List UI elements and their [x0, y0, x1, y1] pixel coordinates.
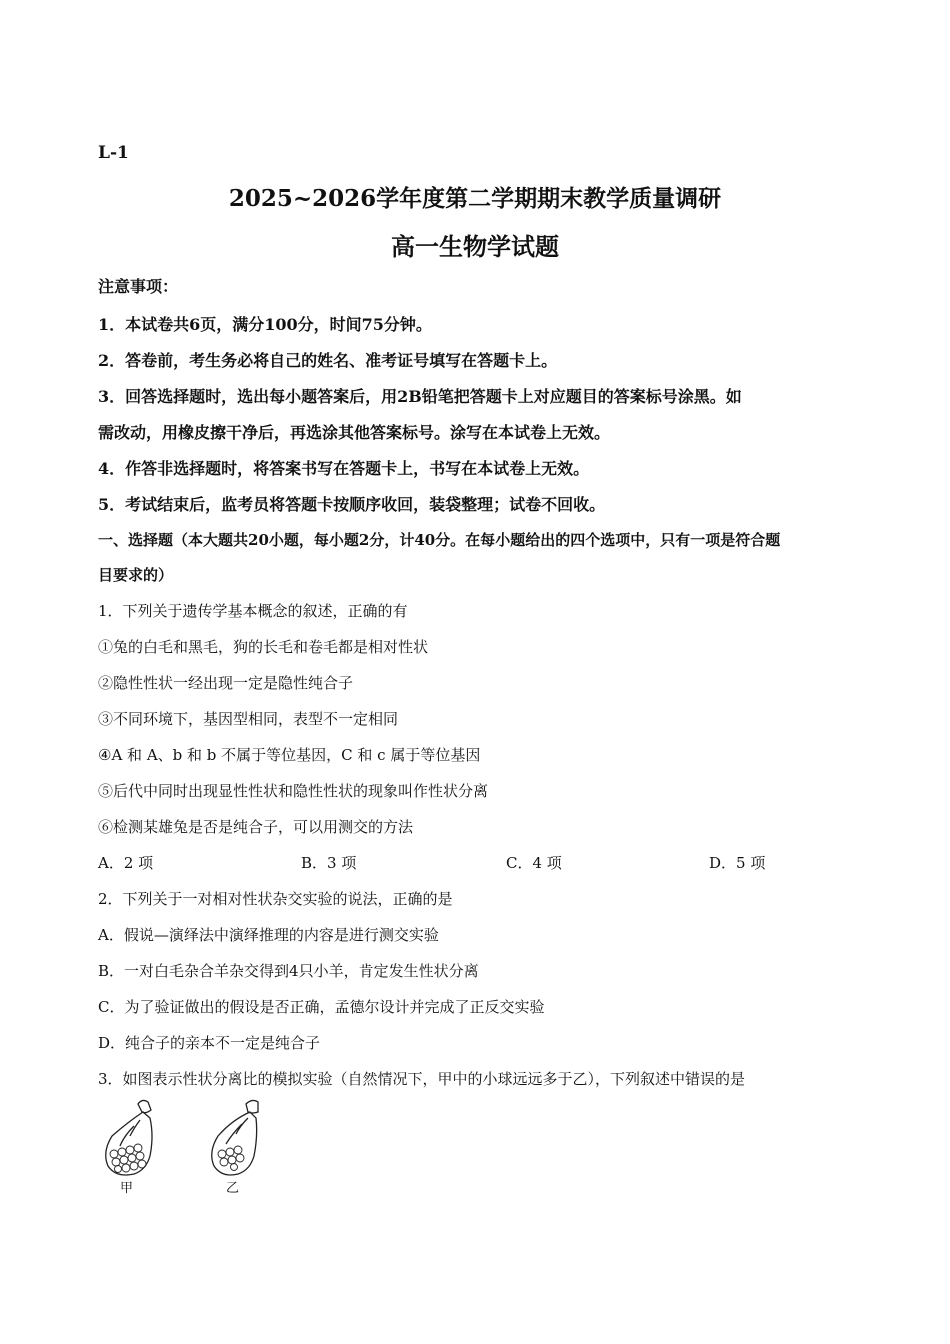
notice-heading: 注意事项： — [98, 277, 179, 296]
paper-code: L-1 — [98, 143, 129, 163]
section-heading: 一、选择题（本大题共20小题，每小题2分，计40分。在每小题给出的四个选项中，只有一项是符合题 — [98, 531, 781, 549]
question-1-stem: 1．下列关于遗传学基本概念的叙述，正确的有 — [98, 602, 408, 620]
question-1-statement: ③不同环境下，基因型相同，表型不一定相同 — [98, 710, 399, 728]
question-2-option-a: A．假说—演绎法中演绎推理的内容是进行测交实验 — [98, 926, 439, 944]
label-jia: 甲 — [120, 1181, 134, 1196]
question-2-stem: 2．下列关于一对相对性状杂交实验的说法，正确的是 — [98, 890, 453, 908]
notice-item: 5．考试结束后，监考员将答题卡按顺序收回，装袋整理；试卷不回收。 — [98, 495, 606, 514]
notice-item: 4．作答非选择题时，将答案书写在答题卡上，书写在本试卷上无效。 — [98, 459, 590, 478]
label-yi: 乙 — [226, 1181, 240, 1196]
section-heading-continued: 目要求的） — [98, 566, 174, 584]
question-2-option-c: C．为了验证做出的假设是否正确，孟德尔设计并完成了正反交实验 — [98, 998, 545, 1016]
bag-figure — [98, 1096, 278, 1196]
question-1-option-b: B．3 项 — [301, 854, 357, 872]
notice-item-continued: 需改动，用橡皮擦干净后，再选涂其他答案标号。涂写在本试卷上无效。 — [98, 423, 611, 442]
bag-jia-balls-icon — [110, 1144, 146, 1173]
ball-bag-drawings — [98, 1096, 278, 1196]
bag-yi-balls-icon — [218, 1146, 244, 1171]
question-2-option-b: B．一对白毛杂合羊杂交得到4只小羊，肯定发生性状分离 — [98, 962, 479, 980]
question-1-option-a: A．2 项 — [98, 854, 154, 872]
question-1-statement: ④A 和 A、b 和 b 不属于等位基因，C 和 c 属于等位基因 — [98, 746, 481, 764]
question-1-statement: ①兔的白毛和黑毛，狗的长毛和卷毛都是相对性状 — [98, 638, 429, 656]
question-1-statement: ②隐性性状一经出现一定是隐性纯合子 — [98, 674, 354, 692]
exam-title: 2025~2026学年度第二学期期末教学质量调研 — [228, 185, 722, 212]
question-3-stem: 3．如图表示性状分离比的模拟实验（自然情况下，甲中的小球远远多于乙），下列叙述中错误的是 — [98, 1070, 746, 1088]
question-1-statement: ⑤后代中同时出现显性性状和隐性性状的现象叫作性状分离 — [98, 782, 489, 800]
notice-item: 3．回答选择题时，选出每小题答案后，用2B铅笔把答题卡上对应题目的答案标号涂黑。如 — [98, 387, 742, 406]
notice-item: 2．答卷前，考生务必将自己的姓名、准考证号填写在答题卡上。 — [98, 351, 558, 370]
question-1-statement: ⑥检测某雄兔是否是纯合子，可以用测交的方法 — [98, 818, 414, 836]
question-1-option-d: D．5 项 — [709, 854, 766, 872]
notice-item: 1．本试卷共6页，满分100分，时间75分钟。 — [98, 315, 432, 334]
question-1-option-c: C．4 项 — [506, 854, 562, 872]
question-2-option-d: D．纯合子的亲本不一定是纯合子 — [98, 1034, 321, 1052]
exam-subject-title: 高一生物学试题 — [391, 232, 559, 261]
